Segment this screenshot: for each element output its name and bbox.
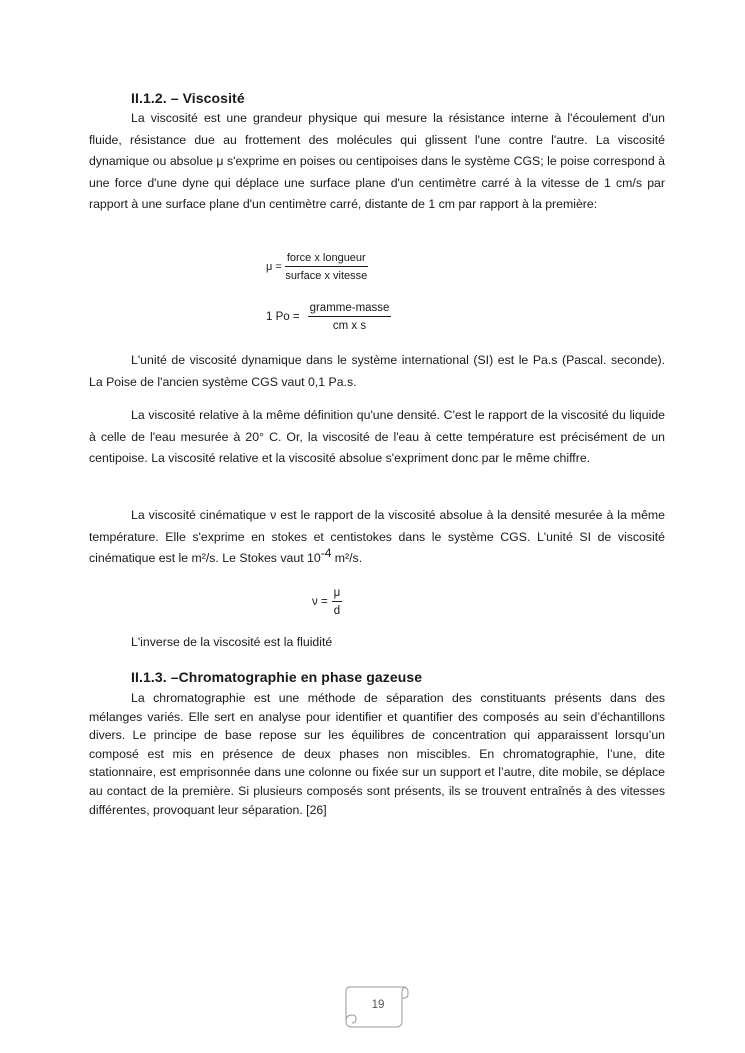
equation-lhs: 1 Po = — [266, 311, 300, 323]
equation-lhs: μ = — [266, 261, 282, 273]
paragraph-relative-viscosity: La viscosité relative à la même définition qu'une densité. C'est le rapport de la viscosité du liquide à celle de l'eau mesurée à 20° C. Or, la viscosité de l'eau à cette température est précisément de un centipoise. La viscosité relative et la viscosité absolue s'expriment donc par le même chiffre. — [89, 408, 665, 466]
paragraph-si-unit: L'unité de viscosité dynamique dans le système international (SI) est le Pa.s (Pascal. seconde). La Poise de l'ancien système CGS vaut 0,1 Pa.s. — [89, 353, 665, 389]
paragraph-viscosite-definition: La viscosité est une grandeur physique qui mesure la résistance interne à l'écoulement d'un fluide, résistance due au frottement des molécules qui glissent l'une contre l'autre. La viscosité dynamique ou absolue μ s'exprime en poises ou centipoises dans le système CGS; le poise correspond à une force d'une dyne qui déplace une surface plane d'un centimètre carré à la vitesse de 1 cm/s par rapport à une surface plane d'un centimètre carré, distante de 1 cm par rapport à la première: — [89, 111, 665, 212]
fraction — [308, 302, 392, 332]
fraction-numerator: force x longueur — [285, 252, 368, 267]
paragraph-fluidity: L'inverse de la viscosité est la fluidité — [131, 635, 333, 649]
fraction-denominator: d — [333, 605, 341, 617]
page-number-badge — [342, 983, 408, 1029]
fraction-numerator: gramme-masse — [308, 302, 392, 317]
paragraph-chromatographie: La chromatographie est une méthode de séparation des constituants présents dans des mélanges variés. Elle sert en analyse pour identifier et quantifier des composés au sein d’échantillons divers. Le principe de base repose sur les équilibres de concentration qui apparaissent lorsqu’un composé est mis en présence de deux phases non miscibles. En chromatographie, l’une, dite stationnaire, est emprisonnée dans une colonne ou fixée sur un support et l’autre, dite mobile, se déplace au contact de la première. Si plusieurs composés sont présents, ils se trouvent entraînés à des vitesses différentes, provoquant leur séparation. [26] — [89, 691, 665, 817]
exponent: -4 — [320, 546, 332, 561]
fraction — [332, 587, 343, 617]
paragraph-kinematic-viscosity — [89, 505, 665, 570]
equation-kinematic-viscosity — [312, 587, 342, 617]
fraction-numerator: μ — [332, 587, 343, 602]
fraction-denominator: surface x vitesse — [285, 270, 368, 282]
equation-dynamic-viscosity — [266, 252, 368, 282]
section-heading-chromatographie: II.1.3. –Chromatographie en phase gazeuse — [131, 669, 423, 685]
paragraph-kinematic-text: La viscosité cinématique ν est le rapport de la viscosité absolue à la densité mesurée à la même température. Elle s'exprime en stokes et centistokes dans le système CGS. L'unité SI de viscosité cinématique est le m²/s. Le Stokes vaut 10 — [89, 508, 665, 566]
fraction — [285, 252, 368, 282]
paragraph-kinematic-tail: m²/s. — [331, 551, 363, 566]
equation-poise — [266, 302, 391, 332]
fraction-denominator: cm x s — [332, 320, 367, 332]
equation-lhs: ν = — [312, 596, 328, 608]
page-number: 19 — [371, 999, 385, 1011]
section-heading-viscosite: II.1.2. – Viscosité — [131, 90, 245, 106]
